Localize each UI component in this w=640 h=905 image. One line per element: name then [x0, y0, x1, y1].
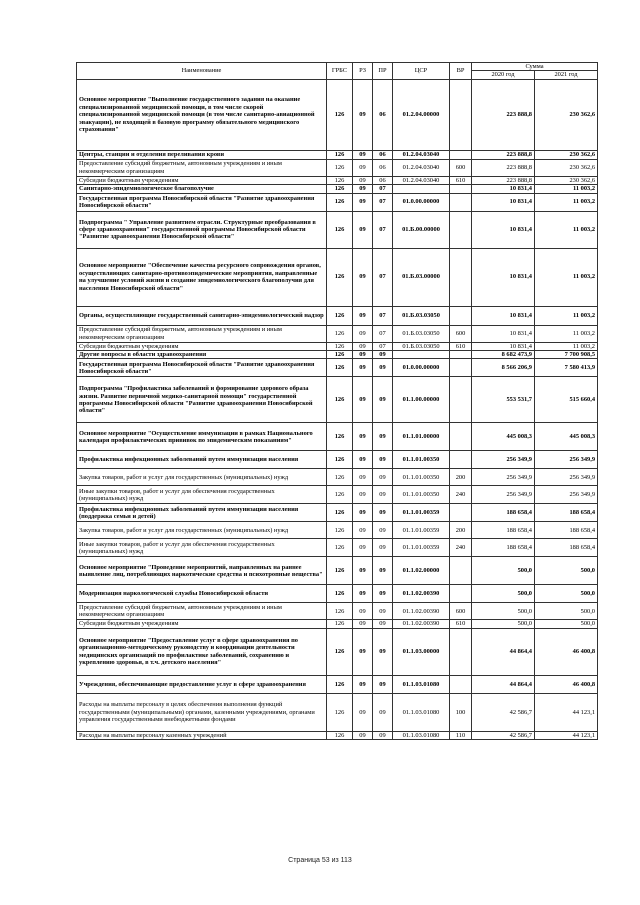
- row-rz: 09: [353, 539, 373, 557]
- row-sum-2021: 46 400,8: [535, 628, 598, 675]
- row-csr: 01.1.00.00000: [393, 377, 450, 423]
- row-sum-2020: 8 566 206,9: [472, 359, 535, 377]
- row-vr: 600: [450, 159, 472, 176]
- table-row: [77, 693, 598, 731]
- row-csr: 01.1.02.00390: [393, 620, 450, 628]
- table-row: [77, 557, 598, 585]
- row-csr: 01.2.04.03040: [393, 150, 450, 159]
- row-name: Субсидии бюджетным учреждениям: [77, 176, 327, 184]
- row-name: Учреждения, обеспечивающие предоставление услуг в сфере здравоохранения: [77, 675, 327, 693]
- row-sum-2020: 188 658,4: [472, 539, 535, 557]
- row-grbs: 126: [327, 306, 353, 325]
- row-pr: 07: [373, 248, 393, 306]
- header-name: Наименование: [77, 63, 327, 80]
- row-csr: 01.1.02.00390: [393, 603, 450, 620]
- row-sum-2021: 11 003,2: [535, 211, 598, 248]
- table-row: [77, 185, 598, 193]
- header-sum: Сумма: [472, 63, 598, 71]
- row-grbs: 126: [327, 585, 353, 603]
- row-pr: 09: [373, 603, 393, 620]
- row-vr: 100: [450, 693, 472, 731]
- row-name: Закупка товаров, работ и услуг для государственных (муниципальных) нужд: [77, 469, 327, 486]
- row-rz: 09: [353, 79, 373, 150]
- row-grbs: 126: [327, 603, 353, 620]
- row-vr: 600: [450, 325, 472, 342]
- row-name: Иные закупки товаров, работ и услуг для обеспечения государственных (муниципальных) нужд: [77, 486, 327, 504]
- row-pr: 09: [373, 675, 393, 693]
- row-sum-2020: 188 658,4: [472, 504, 535, 522]
- row-grbs: 126: [327, 176, 353, 184]
- row-rz: 09: [353, 451, 373, 469]
- row-csr: 01.1.01.00350: [393, 486, 450, 504]
- header-year-2020: 2020 год: [472, 71, 535, 79]
- row-pr: 06: [373, 79, 393, 150]
- row-rz: 09: [353, 325, 373, 342]
- table-row: [77, 342, 598, 350]
- row-grbs: 126: [327, 342, 353, 350]
- row-sum-2021: 11 003,2: [535, 306, 598, 325]
- header-year-2021: 2021 год: [535, 71, 598, 79]
- row-vr: [450, 150, 472, 159]
- row-name: Основное мероприятие "Выполнение государственного задания на оказание специализированной медицинской помощи, в том числе скорой специализированной медицинской помощи (в том числе санитарно-авиационной эвакуации), не входящей в базовую программу обязательного медицинского страхования": [77, 79, 327, 150]
- row-csr: 01.2.04.03040: [393, 159, 450, 176]
- row-rz: 09: [353, 351, 373, 359]
- row-csr: 01.1.03.00000: [393, 628, 450, 675]
- row-csr: [393, 185, 450, 193]
- row-grbs: 126: [327, 185, 353, 193]
- table-row: [77, 159, 598, 176]
- page-footer: Страница 53 из 113: [288, 857, 352, 864]
- table-row: [77, 377, 598, 423]
- row-vr: 240: [450, 539, 472, 557]
- row-rz: 09: [353, 159, 373, 176]
- row-vr: [450, 504, 472, 522]
- row-grbs: 126: [327, 359, 353, 377]
- header-pr: ПР: [373, 63, 393, 80]
- row-rz: 09: [353, 585, 373, 603]
- row-sum-2020: 10 831,4: [472, 193, 535, 211]
- row-csr: 01.Б.03.03050: [393, 342, 450, 350]
- row-pr: 09: [373, 423, 393, 451]
- budget-table-container: [76, 62, 597, 740]
- row-name: Основное мероприятие "Осуществление иммунизации в рамках Национального календаря профилактических прививок по эпидемическим показаниям": [77, 423, 327, 451]
- row-csr: 01.1.03.01080: [393, 693, 450, 731]
- row-grbs: 126: [327, 211, 353, 248]
- row-vr: [450, 306, 472, 325]
- row-sum-2021: 515 660,4: [535, 377, 598, 423]
- row-grbs: 126: [327, 377, 353, 423]
- row-csr: 01.1.03.01080: [393, 731, 450, 739]
- row-sum-2020: 10 831,4: [472, 306, 535, 325]
- row-grbs: 126: [327, 150, 353, 159]
- row-rz: 09: [353, 469, 373, 486]
- table-row: [77, 248, 598, 306]
- row-grbs: 126: [327, 193, 353, 211]
- row-grbs: 126: [327, 557, 353, 585]
- row-vr: [450, 359, 472, 377]
- row-grbs: 126: [327, 620, 353, 628]
- row-sum-2021: 11 003,2: [535, 325, 598, 342]
- row-rz: 09: [353, 423, 373, 451]
- table-row: [77, 359, 598, 377]
- row-sum-2021: 230 362,6: [535, 176, 598, 184]
- row-sum-2020: 223 888,8: [472, 79, 535, 150]
- row-vr: 600: [450, 603, 472, 620]
- row-vr: 610: [450, 620, 472, 628]
- row-pr: 09: [373, 351, 393, 359]
- row-name: Закупка товаров, работ и услуг для государственных (муниципальных) нужд: [77, 522, 327, 539]
- row-rz: 09: [353, 342, 373, 350]
- row-vr: [450, 79, 472, 150]
- row-csr: 01.Б.00.00000: [393, 211, 450, 248]
- row-vr: [450, 557, 472, 585]
- table-row: [77, 486, 598, 504]
- row-rz: 09: [353, 185, 373, 193]
- row-grbs: 126: [327, 628, 353, 675]
- row-sum-2021: 256 349,9: [535, 451, 598, 469]
- row-name: Санитарно-эпидемиологическое благополучие: [77, 185, 327, 193]
- row-rz: 09: [353, 628, 373, 675]
- row-csr: 01.1.01.00359: [393, 522, 450, 539]
- row-name: Субсидии бюджетным учреждениям: [77, 620, 327, 628]
- row-csr: 01.2.04.00000: [393, 79, 450, 150]
- row-rz: 09: [353, 486, 373, 504]
- row-sum-2021: 188 658,4: [535, 539, 598, 557]
- row-vr: [450, 193, 472, 211]
- row-pr: 09: [373, 731, 393, 739]
- row-vr: [450, 248, 472, 306]
- table-row: [77, 603, 598, 620]
- row-grbs: 126: [327, 351, 353, 359]
- row-csr: 01.Б.03.03050: [393, 306, 450, 325]
- row-name: Профилактика инфекционных заболеваний путем иммунизации населения (поддержка семьи и детей): [77, 504, 327, 522]
- row-pr: 07: [373, 211, 393, 248]
- row-grbs: 126: [327, 159, 353, 176]
- row-sum-2021: 7 700 908,5: [535, 351, 598, 359]
- row-sum-2021: 445 008,3: [535, 423, 598, 451]
- row-vr: [450, 451, 472, 469]
- row-grbs: 126: [327, 325, 353, 342]
- row-csr: 01.1.01.00000: [393, 423, 450, 451]
- row-rz: 09: [353, 693, 373, 731]
- row-vr: [450, 628, 472, 675]
- row-sum-2021: 11 003,2: [535, 185, 598, 193]
- row-vr: 240: [450, 486, 472, 504]
- row-pr: 09: [373, 451, 393, 469]
- row-sum-2021: 500,0: [535, 620, 598, 628]
- table-row: [77, 522, 598, 539]
- row-sum-2021: 230 362,6: [535, 79, 598, 150]
- header-csr: ЦСР: [393, 63, 450, 80]
- table-row: [77, 469, 598, 486]
- row-sum-2020: 188 658,4: [472, 522, 535, 539]
- row-rz: 09: [353, 603, 373, 620]
- row-rz: 09: [353, 150, 373, 159]
- row-grbs: 126: [327, 504, 353, 522]
- row-rz: 09: [353, 731, 373, 739]
- row-csr: 01.Б.03.03050: [393, 325, 450, 342]
- row-sum-2021: 46 400,8: [535, 675, 598, 693]
- row-sum-2021: 230 362,6: [535, 159, 598, 176]
- row-vr: 610: [450, 342, 472, 350]
- table-row: [77, 620, 598, 628]
- row-sum-2020: 10 831,4: [472, 325, 535, 342]
- row-vr: 200: [450, 522, 472, 539]
- row-sum-2020: 553 531,7: [472, 377, 535, 423]
- row-sum-2020: 500,0: [472, 620, 535, 628]
- row-sum-2021: 44 123,1: [535, 693, 598, 731]
- row-rz: 09: [353, 306, 373, 325]
- row-sum-2021: 500,0: [535, 603, 598, 620]
- row-sum-2020: 42 586,7: [472, 731, 535, 739]
- row-name: Иные закупки товаров, работ и услуг для обеспечения государственных (муниципальных) нужд: [77, 539, 327, 557]
- row-sum-2021: 500,0: [535, 585, 598, 603]
- row-sum-2021: 44 123,1: [535, 731, 598, 739]
- row-grbs: 126: [327, 423, 353, 451]
- row-sum-2021: 256 349,9: [535, 469, 598, 486]
- table-row: [77, 675, 598, 693]
- row-grbs: 126: [327, 79, 353, 150]
- row-sum-2020: 10 831,4: [472, 342, 535, 350]
- row-grbs: 126: [327, 539, 353, 557]
- row-csr: 01.1.01.00359: [393, 504, 450, 522]
- row-csr: 01.1.03.01080: [393, 675, 450, 693]
- row-rz: 09: [353, 193, 373, 211]
- row-name: Расходы на выплаты персоналу в целях обеспечения выполнения функций государственными (муниципальными) органами, казенными учреждениями, органами управления государственными внебюджетными фондами: [77, 693, 327, 731]
- row-vr: 110: [450, 731, 472, 739]
- row-name: Профилактика инфекционных заболеваний путем иммунизации населения: [77, 451, 327, 469]
- row-pr: 09: [373, 620, 393, 628]
- table-row: [77, 585, 598, 603]
- row-csr: [393, 351, 450, 359]
- row-csr: 01.0.00.00000: [393, 193, 450, 211]
- row-sum-2021: 11 003,2: [535, 193, 598, 211]
- header-grbs: ГРБС: [327, 63, 353, 80]
- row-sum-2020: 500,0: [472, 603, 535, 620]
- row-grbs: 126: [327, 693, 353, 731]
- row-sum-2020: 256 349,9: [472, 486, 535, 504]
- row-rz: 09: [353, 176, 373, 184]
- row-csr: 01.0.00.00000: [393, 359, 450, 377]
- row-sum-2021: 230 362,6: [535, 150, 598, 159]
- row-csr: 01.1.01.00359: [393, 539, 450, 557]
- row-sum-2020: 44 864,4: [472, 628, 535, 675]
- row-rz: 09: [353, 377, 373, 423]
- row-name: Государственная программа Новосибирской области "Развитие здравоохранения Новосибирской области": [77, 193, 327, 211]
- row-sum-2020: 223 888,8: [472, 150, 535, 159]
- row-pr: 06: [373, 176, 393, 184]
- row-sum-2021: 7 580 413,9: [535, 359, 598, 377]
- header-rz: РЗ: [353, 63, 373, 80]
- row-pr: 09: [373, 585, 393, 603]
- row-name: Модернизация наркологической службы Новосибирской области: [77, 585, 327, 603]
- budget-table: [76, 62, 598, 740]
- row-vr: [450, 185, 472, 193]
- row-pr: 09: [373, 539, 393, 557]
- table-row: [77, 150, 598, 159]
- table-body: [77, 79, 598, 739]
- row-csr: 01.1.01.00350: [393, 469, 450, 486]
- row-sum-2020: 256 349,9: [472, 451, 535, 469]
- row-pr: 09: [373, 504, 393, 522]
- table-row: [77, 325, 598, 342]
- table-row: [77, 423, 598, 451]
- row-sum-2020: 445 008,3: [472, 423, 535, 451]
- row-pr: 09: [373, 693, 393, 731]
- row-name: Основное мероприятие "Проведение мероприятий, направленных на раннее выявление лиц, потребляющих наркотические средства и психотропные вещества": [77, 557, 327, 585]
- row-sum-2021: 188 658,4: [535, 504, 598, 522]
- row-vr: [450, 423, 472, 451]
- row-vr: 200: [450, 469, 472, 486]
- row-grbs: 126: [327, 731, 353, 739]
- row-pr: 07: [373, 306, 393, 325]
- row-vr: 610: [450, 176, 472, 184]
- row-sum-2020: 10 831,4: [472, 248, 535, 306]
- row-csr: 01.Б.03.00000: [393, 248, 450, 306]
- row-rz: 09: [353, 675, 373, 693]
- row-sum-2020: 223 888,8: [472, 159, 535, 176]
- row-pr: 06: [373, 159, 393, 176]
- row-name: Подпрограмма "Профилактика заболеваний и формирование здорового образа жизни. Развитие первичной медико-санитарной помощи" государственной программы Новосибирской области "Развитие здравоохранения Новосибирской области": [77, 377, 327, 423]
- row-sum-2021: 11 003,2: [535, 248, 598, 306]
- row-name: Основное мероприятие "Предоставление услуг в сфере здравоохранения по организационно-методическому руководству и координации деятельности медицинских организаций по профилактике заболеваний, сохранению и укреплению здоровья, в т.ч. детского населения": [77, 628, 327, 675]
- row-name: Другие вопросы в области здравоохранения: [77, 351, 327, 359]
- row-pr: 09: [373, 628, 393, 675]
- row-pr: 09: [373, 469, 393, 486]
- row-pr: 07: [373, 342, 393, 350]
- table-row: [77, 351, 598, 359]
- row-sum-2021: 500,0: [535, 557, 598, 585]
- row-csr: 01.1.02.00390: [393, 585, 450, 603]
- row-rz: 09: [353, 620, 373, 628]
- row-rz: 09: [353, 522, 373, 539]
- row-pr: 07: [373, 325, 393, 342]
- row-pr: 09: [373, 486, 393, 504]
- row-rz: 09: [353, 359, 373, 377]
- row-sum-2020: 500,0: [472, 585, 535, 603]
- row-pr: 07: [373, 185, 393, 193]
- row-vr: [450, 211, 472, 248]
- row-name: Подпрограмма " Управление развитием отрасли. Структурные преобразования в сфере здравоохранения" государственной программы Новосибирской области "Развитие здравоохранения Новосибирской области": [77, 211, 327, 248]
- row-name: Центры, станции и отделения переливания крови: [77, 150, 327, 159]
- table-row: [77, 79, 598, 150]
- row-sum-2020: 500,0: [472, 557, 535, 585]
- row-pr: 09: [373, 359, 393, 377]
- row-csr: 01.1.01.00350: [393, 451, 450, 469]
- table-row: [77, 211, 598, 248]
- row-grbs: 126: [327, 248, 353, 306]
- table-row: [77, 306, 598, 325]
- row-name: Предоставление субсидий бюджетным, автономным учреждениям и иным некоммерческим организациям: [77, 325, 327, 342]
- table-row: [77, 451, 598, 469]
- row-rz: 09: [353, 504, 373, 522]
- row-sum-2020: 42 586,7: [472, 693, 535, 731]
- row-pr: 09: [373, 522, 393, 539]
- row-grbs: 126: [327, 675, 353, 693]
- row-name: Предоставление субсидий бюджетным, автономным учреждениям и иным некоммерческим организациям: [77, 603, 327, 620]
- row-name: Субсидии бюджетным учреждениям: [77, 342, 327, 350]
- table-row: [77, 628, 598, 675]
- row-sum-2020: 44 864,4: [472, 675, 535, 693]
- row-rz: 09: [353, 248, 373, 306]
- row-grbs: 126: [327, 469, 353, 486]
- row-sum-2021: 11 003,2: [535, 342, 598, 350]
- row-grbs: 126: [327, 451, 353, 469]
- row-sum-2020: 10 831,4: [472, 185, 535, 193]
- row-vr: [450, 351, 472, 359]
- header-vr: ВР: [450, 63, 472, 80]
- row-rz: 09: [353, 211, 373, 248]
- row-pr: 06: [373, 150, 393, 159]
- table-row: [77, 539, 598, 557]
- table-row: [77, 504, 598, 522]
- row-name: Расходы на выплаты персоналу казенных учреждений: [77, 731, 327, 739]
- table-row: [77, 193, 598, 211]
- row-sum-2020: 10 831,4: [472, 211, 535, 248]
- row-pr: 09: [373, 557, 393, 585]
- row-pr: 07: [373, 193, 393, 211]
- row-sum-2020: 8 682 473,9: [472, 351, 535, 359]
- row-sum-2020: 223 888,8: [472, 176, 535, 184]
- row-name: Государственная программа Новосибирской области "Развитие здравоохранения Новосибирской области": [77, 359, 327, 377]
- row-csr: 01.2.04.03040: [393, 176, 450, 184]
- row-vr: [450, 377, 472, 423]
- row-vr: [450, 585, 472, 603]
- row-grbs: 126: [327, 486, 353, 504]
- row-name: Предоставление субсидий бюджетным, автономным учреждениям и иным некоммерческим организациям: [77, 159, 327, 176]
- table-row: [77, 731, 598, 739]
- row-sum-2021: 256 349,9: [535, 486, 598, 504]
- row-name: Основное мероприятие "Обеспечение качества ресурсного сопровождения органов, осуществляющих санитарно-противоэпидемические мероприятия, направленные на улучшение условий жизни и создание эпидемиологического благополучия для населения Новосибирской области": [77, 248, 327, 306]
- row-csr: 01.1.02.00000: [393, 557, 450, 585]
- table-row: [77, 176, 598, 184]
- row-grbs: 126: [327, 522, 353, 539]
- row-vr: [450, 675, 472, 693]
- row-name: Органы, осуществляющие государственный санитарно-эпидемиологический надзор: [77, 306, 327, 325]
- row-sum-2020: 256 349,9: [472, 469, 535, 486]
- row-pr: 09: [373, 377, 393, 423]
- row-sum-2021: 188 658,4: [535, 522, 598, 539]
- row-rz: 09: [353, 557, 373, 585]
